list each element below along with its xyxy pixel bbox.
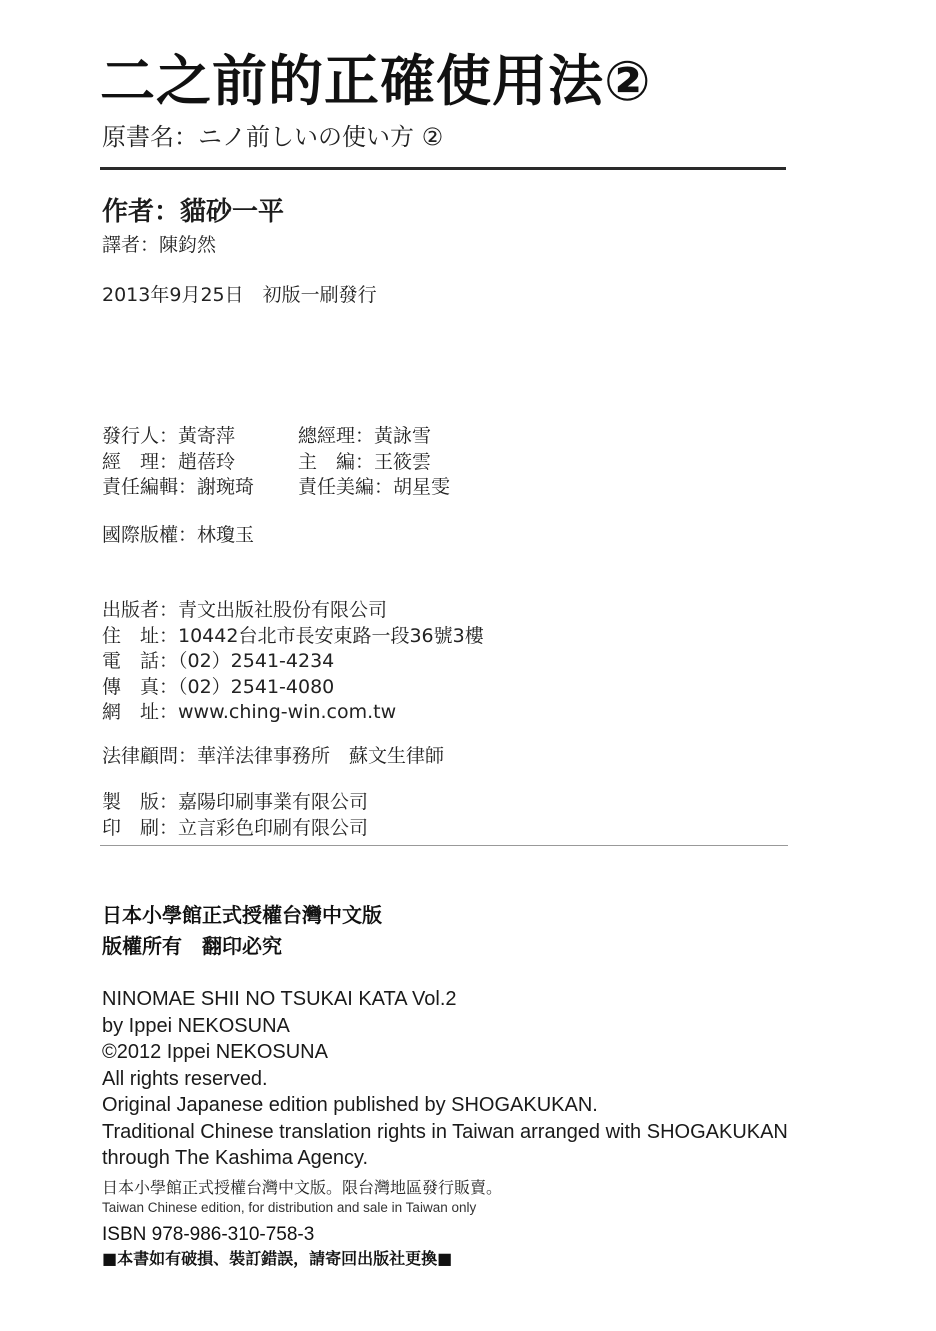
staff-line: 責任美編：胡星雯 (298, 476, 451, 498)
staff-line: 責任編輯：謝琬琦 (102, 476, 255, 498)
isbn: ISBN 978-986-310-758-3 (102, 1224, 315, 1245)
english-credits (102, 986, 788, 1172)
publisher-info (102, 598, 484, 726)
license-line: 日本小學館正式授權台灣中文版 (102, 903, 382, 927)
english-line: All rights reserved. (102, 1067, 268, 1090)
staff-line: 發行人：黃寄萍 (102, 425, 236, 447)
publisher-address: 住 址：10442台北市長安東路一段36號3樓 (102, 624, 484, 647)
license-notice (102, 900, 382, 962)
english-line: ©2012 Ippei NEKOSUNA (102, 1041, 328, 1063)
translator-credit: 譯者：陳鈞然 (102, 234, 217, 256)
publisher-line: 出版者：青文出版社股份有限公司 (102, 599, 388, 621)
publisher-website: 網 址：www.ching-win.com.tw (102, 701, 397, 723)
legal-counsel: 法律顧問：華洋法律事務所 蘇文生律師 (102, 745, 445, 767)
author-credit: 作者：貓砂一平 (102, 197, 285, 227)
original-title: 原書名：ニノ前しいの使い方 ② (102, 123, 444, 151)
copyright-line: 版權所有 翻印必究 (102, 934, 282, 958)
publisher-phone: 電 話：（02）2541-4234 (102, 650, 335, 672)
english-line: through The Kashima Agency. (102, 1147, 369, 1169)
publisher-fax: 傳 真：（02）2541-4080 (102, 675, 335, 698)
international-rights: 國際版權：林瓊玉 (102, 524, 255, 546)
return-notice: ■本書如有破損、裝訂錯誤，請寄回出版社更換■ (102, 1249, 453, 1268)
publication-date: 2013年9月25日 初版一刷發行 (102, 284, 377, 306)
staff-line: 主 編：王筱雲 (298, 450, 432, 473)
plate-making-line: 製 版：嘉陽印刷事業有限公司 (102, 791, 369, 813)
staff-line: 經 理：趙蓓玲 (102, 450, 236, 473)
staff-line: 總經理：黃詠雪 (298, 425, 432, 447)
section-divider (100, 845, 788, 846)
staff-column-right (298, 424, 450, 501)
english-line: by Ippei NEKOSUNA (102, 1014, 290, 1037)
book-title: 二之前的正確使用法② (100, 49, 652, 113)
english-line: Traditional Chinese translation rights in Taiwan arranged with SHOGAKUKAN (102, 1120, 788, 1143)
english-line: Original Japanese edition published by SHOGAKUKAN. (102, 1094, 598, 1116)
printing-line: 印 刷：立言彩色印刷有限公司 (102, 816, 369, 839)
taiwan-notice-chinese: 日本小學館正式授權台灣中文版。限台灣地區發行販賣。 (102, 1178, 503, 1197)
english-line: NINOMAE SHII NO TSUKAI KATA Vol.2 (102, 988, 457, 1010)
taiwan-notice-english: Taiwan Chinese edition, for distribution and sale in Taiwan only (102, 1200, 477, 1215)
staff-column-left (102, 424, 254, 501)
printing-info (102, 790, 368, 841)
title-divider (100, 167, 786, 170)
